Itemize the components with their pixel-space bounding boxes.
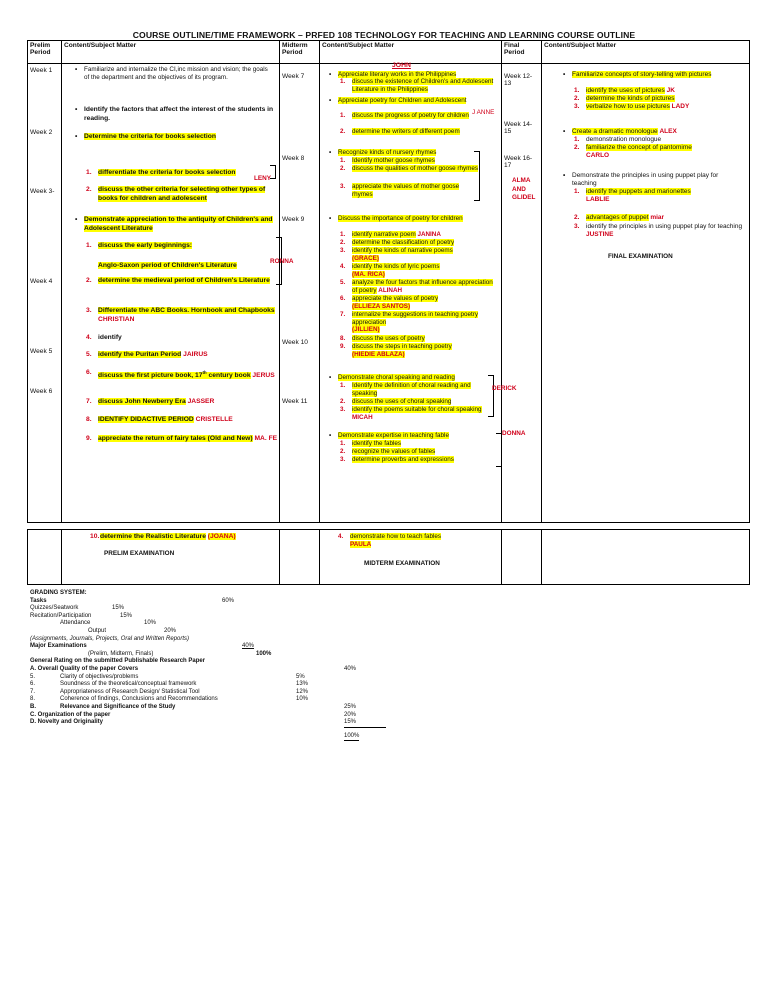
midterm-objective: • Demonstrate choral speaking and reading	[338, 374, 488, 382]
midterm-topic: 2. discuss the uses of choral speaking	[340, 398, 452, 405]
midterm-topic: 5. analyze the four factors that influence appreciation of poetry ALINAH	[340, 279, 493, 294]
midterm-topic: 7. internalize the suggestions in teaching poetry appreciation (JILLIEN)	[340, 311, 479, 334]
final-objective: • Create a dramatic monologue ALEX	[572, 128, 742, 136]
header-content-2: Content/Subject Matter	[320, 41, 502, 64]
week-label: Week 5	[30, 348, 53, 355]
grading-row: Recitation/Participation 15%	[30, 612, 133, 619]
week-label: Week 9	[282, 216, 305, 223]
bracket	[496, 433, 502, 467]
midterm-exam-label: MIDTERM EXAMINATION	[364, 560, 440, 567]
week-label: Week 11	[282, 398, 308, 405]
final-topic: 3. verbalize how to use pictures LADY	[574, 103, 690, 110]
prelim-topic: 1. discuss the early beginnings:	[86, 242, 193, 249]
grading-row: A. Overall Quality of the paper Covers 40%	[30, 665, 357, 672]
bottom-table	[27, 529, 750, 585]
midterm-topic: 3. identify the poems suitable for choral speaking MICAH	[340, 406, 482, 421]
prelim-topic: 2. discuss the other criteria for selecting other types of books for children and adolescent	[86, 186, 266, 202]
course-outline-table	[27, 40, 750, 523]
midterm-objective: • Appreciate literary works in the Philippines	[338, 71, 498, 79]
final-exam-label: FINAL EXAMINATION	[608, 253, 673, 260]
final-topic: 2. advantages of puppet miar	[574, 214, 665, 221]
grading-row: 100%	[30, 733, 410, 741]
document-title: COURSE OUTLINE/TIME FRAMEWORK – PRFED 108 TECHNOLOGY FOR TEACHING AND LEARNING COURSE OUTLINE	[132, 30, 636, 40]
prelim-topic: 4. identify	[86, 334, 122, 341]
grading-row: 7. Appropriateness of Research Design/ Statistical Tool 12%	[30, 688, 309, 695]
final-topic: 2. determine the kinds of pictures	[574, 95, 675, 102]
midterm-topic: 2. recognize the values of fables	[340, 448, 436, 455]
grading-row: D. Novelty and Originality 15%	[30, 719, 410, 727]
final-objective: • Familiarize concepts of story-telling with pictures	[572, 71, 742, 79]
final-content	[544, 65, 747, 521]
midterm-topic: 1. Identify mother goose rhymes	[340, 157, 435, 164]
bracket	[474, 151, 480, 201]
header-final-period: Final Period	[502, 41, 542, 64]
prelim-topic: 7. discuss John Newberry Era JASSER	[86, 398, 215, 405]
grading-row: Attendance 10%	[60, 620, 157, 627]
grading-row: Major Examinations 40%	[30, 643, 255, 650]
presenter-name: JOHN	[392, 62, 411, 69]
prelim-topic: 3. Differentiate the ABC Books. Hornbook and Chapbooks CHRISTIAN	[86, 307, 275, 323]
grading-row: 6. Soundness of the theoretical/conceptual framework 13%	[30, 681, 309, 688]
grading-system	[30, 590, 410, 740]
midterm-objective: • Recognize kinds of nursery rhymes	[338, 149, 478, 157]
midterm-topic: 2. determine the writers of different poem	[340, 128, 460, 135]
week-label: Week 16-17	[504, 155, 533, 169]
presenter-name: RONNA	[270, 258, 294, 265]
midterm-topic: 3. appreciate the values of mother goose rhymes	[340, 183, 460, 198]
prelim-topic: 10. determine the Realistic Literature (JOANA)	[90, 533, 236, 540]
grading-row: (Prelim, Midterm, Finals) 100%	[88, 650, 272, 657]
grading-row: 8. Coherence of findings, Conclusions and Recommendations 10%	[30, 696, 309, 703]
prelim-objective: • Demonstrate appreciation to the antiquity of Children's and Adolescent Literature	[84, 215, 280, 233]
midterm-topic: 1. identify the fables	[340, 440, 402, 447]
midterm-topic: 2. discuss the qualities of mother goose rhymes	[340, 165, 478, 172]
final-objective: • Demonstrate the principles in using puppet play for teaching	[572, 172, 740, 187]
grading-row: Quizzes/Seatwork 15%	[30, 605, 125, 612]
prelim-objective: • Familiarize and internalize the CI,inc mission and vision; the goals of the department and the objectives of its program.	[84, 66, 274, 81]
midterm-topic: 4. demonstrate how to teach fables PAULA	[338, 533, 442, 548]
presenter-name: ALMA AND GLIDEL	[512, 177, 536, 201]
prelim-topic: 1. differentiate the criteria for books selection	[86, 169, 236, 176]
midterm-topic: 3. determine proverbs and expressions	[340, 456, 454, 463]
prelim-topic: 5. identify the Puritan Period JAIRUS	[86, 351, 208, 358]
prelim-topic: 6. discuss the first picture book, 17th century book JERUS	[86, 369, 275, 380]
prelim-exam-label: PRELIM EXAMINATION	[104, 550, 175, 557]
grading-row: C. Organization of the paper 20%	[30, 711, 357, 718]
week-label: Week 10	[282, 339, 308, 346]
midterm-topic: 8. discuss the uses of poetry	[340, 335, 425, 342]
midterm-topic: 1. identify narrative poem JANINA	[340, 231, 441, 238]
final-topic: 1. demonstration monologue	[574, 136, 662, 143]
week-label: Week 3-	[30, 188, 55, 195]
week-label: Week 6	[30, 388, 53, 395]
midterm-objective: • Appreciate poetry for Children and Adolescent	[338, 97, 498, 105]
midterm-objective: • Demonstrate expertise in teaching fable	[338, 432, 488, 440]
week-label: Week 4	[30, 278, 53, 285]
bracket	[488, 375, 494, 417]
grading-note: (Assignments, Journals, Projects, Oral and Written Reports)	[30, 635, 190, 642]
midterm-objective: • Discuss the importance of poetry for children	[338, 215, 478, 223]
final-weeks	[504, 65, 539, 521]
presenter-name: LENY	[254, 175, 272, 182]
midterm-topic: 1. discuss the progress of poetry for children	[340, 112, 469, 119]
grading-row: Tasks 60%	[30, 597, 235, 604]
prelim-objective: • Identify the factors that affect the interest of the students in reading.	[84, 105, 276, 123]
week-label: Week 14-15	[504, 121, 533, 135]
grading-heading: GRADING SYSTEM:	[30, 590, 87, 596]
midterm-topic: 1. Identify the definition of choral reading and speaking	[340, 382, 471, 397]
midterm-topic: 9. discuss the steps in teaching poetry (HIEDIE ABLAZA)	[340, 343, 452, 358]
midterm-topic: 1. discuss the existence of Children's and Adolescent Literature in the Philippines	[340, 78, 494, 93]
header-content-1: Content/Subject Matter	[62, 41, 280, 64]
week-label: Week 12-13	[504, 73, 533, 87]
grading-heading: General Rating on the submitted Publishable Research Paper	[30, 658, 206, 665]
final-topic: 1. identify the uses of pictures JK	[574, 87, 675, 94]
week-label: Week 2	[30, 129, 53, 136]
week-label: Week 8	[282, 155, 305, 162]
prelim-weeks	[30, 65, 59, 521]
presenter-name: J ANNE	[472, 109, 495, 116]
prelim-topic: 8. IDENTIFY DIDACTIVE PERIOD CRISTELLE	[86, 416, 233, 423]
midterm-topic: 4. identify the kinds of lyric poems (MA. RICA)	[340, 263, 440, 278]
prelim-topic: 9. appreciate the return of fairy tales (Old and New) MA. FE	[86, 435, 278, 442]
prelim-topic: 2. determine the medieval period of Children's Literature	[86, 277, 270, 284]
header-content-3: Content/Subject Matter	[542, 41, 750, 64]
midterm-topic: 2. determine the classification of poetry	[340, 239, 455, 246]
grading-row: Output 20%	[88, 627, 177, 634]
header-midterm-period: Midterm Period	[280, 41, 320, 64]
midterm-weeks	[282, 65, 317, 521]
week-label: Week 7	[282, 73, 305, 80]
presenter-name: DONNA	[502, 430, 526, 437]
final-topic: 1. identify the puppets and marionettes LABLIE	[574, 188, 691, 203]
midterm-topic: 3. identify the kinds of narrative poems (GRACE)	[340, 247, 453, 262]
week-label: Week 1	[30, 67, 53, 74]
presenter-name: DERICK	[492, 385, 517, 392]
final-topic: 2. familiarize the concept of pantomime CARLO	[574, 144, 692, 159]
prelim-objective: • Determine the criteria for books selection	[84, 133, 276, 141]
header-prelim-period: Prelim Period	[28, 41, 62, 64]
grading-row: 5. Clarity of objectives/problems 5%	[30, 673, 305, 680]
final-topic: 3. identify the principles in using puppet play for teaching JUSTINE	[574, 223, 743, 238]
midterm-topic: 6. appreciate the values of poetry (ELLIEZA SANTOS)	[340, 295, 439, 310]
grading-row: B. Relevance and Significance of the Study 25%	[30, 703, 357, 710]
prelim-subtopic: Anglo-Saxon period of Children's Literature	[98, 262, 237, 269]
